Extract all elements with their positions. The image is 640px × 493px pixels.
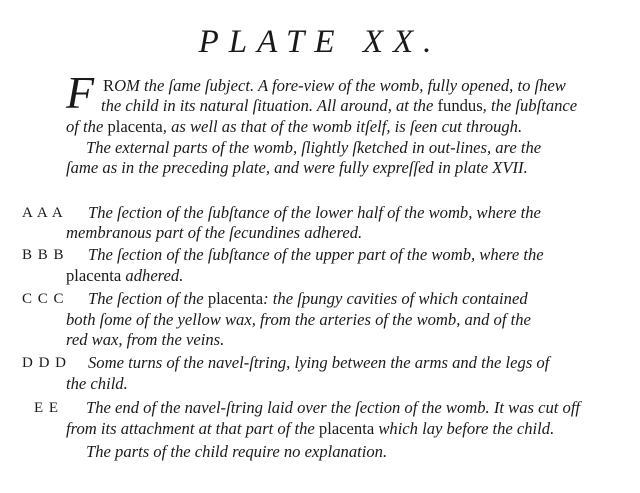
text-run: The end of the navel-ſtring laid over the ſection of the womb. It was cut off <box>86 398 581 417</box>
text-run: Some turns of the navel-ſtring, lying between the arms and the legs of <box>88 353 550 372</box>
text-run: The ſection of the ſubſtance of the upper part of the womb, where the <box>88 245 544 264</box>
entry-text-line <box>88 245 544 265</box>
text-run: : the ſpungy cavities of which contained <box>263 289 528 308</box>
intro-line <box>86 138 541 158</box>
text-run: placenta <box>66 266 122 285</box>
text-run: placenta <box>318 419 375 438</box>
text-run: The external parts of the womb, ſlightly ſketched in out-lines, are the <box>86 138 542 157</box>
text-run: , as well as that of the womb itſelf, is ſeen cut through. <box>162 117 523 136</box>
entry-label: B B B <box>22 247 65 263</box>
text-run: adhered. <box>121 266 184 285</box>
intro-line <box>66 117 522 137</box>
text-run: of the <box>66 117 108 136</box>
intro-line <box>103 76 566 96</box>
text-run: the child. <box>66 374 128 393</box>
text-run: both ſome of the yellow wax, from the arteries of the womb, and of the <box>66 310 531 329</box>
entry-label: D D D <box>22 355 67 371</box>
text-run: placenta <box>207 289 264 308</box>
entry-text-line <box>66 374 128 394</box>
drop-cap: F <box>66 67 95 118</box>
text-run: fundus <box>437 96 483 115</box>
intro-line <box>66 158 528 178</box>
intro-line <box>101 96 577 116</box>
entry-text-line <box>66 310 531 330</box>
entry-text-line <box>66 419 554 439</box>
text-run: placenta <box>107 117 163 136</box>
entry-text-line <box>88 203 541 223</box>
text-run: ſame as in the preceding plate, and were fully expreſſed in plate XVII. <box>66 158 528 177</box>
plate-title: PLATE XX. <box>198 24 442 60</box>
text-run: the child in its natural ſituation. All around, at the <box>101 96 438 115</box>
entry-label: A A A <box>22 205 64 221</box>
text-run: which lay before the child. <box>374 419 555 438</box>
entry-text-line <box>66 266 183 286</box>
entry-label: E E <box>34 400 60 416</box>
entry-text-line <box>88 353 549 373</box>
closing-note: The parts of the child require no explanation. <box>86 442 388 461</box>
entry-label: C C C <box>22 291 65 307</box>
text-run: , the ſubſtance <box>482 96 578 115</box>
text-run: from its attachment at that part of the <box>66 419 319 438</box>
entry-text-line <box>66 330 224 350</box>
text-run: The ſection of the ſubſtance of the lower half of the womb, where the <box>88 203 541 222</box>
entry-text-line <box>66 223 362 243</box>
text-run: R <box>103 76 115 95</box>
entry-text-line <box>86 398 580 418</box>
text-run: The ſection of the <box>88 289 208 308</box>
text-run: membranous part of the ſecundines adhered. <box>66 223 363 242</box>
text-run: red wax, from the veins. <box>66 330 225 349</box>
entry-text-line <box>88 289 528 309</box>
text-run: OM the ſame ſubject. A fore-view of the womb, fully opened, to ſhew <box>114 76 566 95</box>
